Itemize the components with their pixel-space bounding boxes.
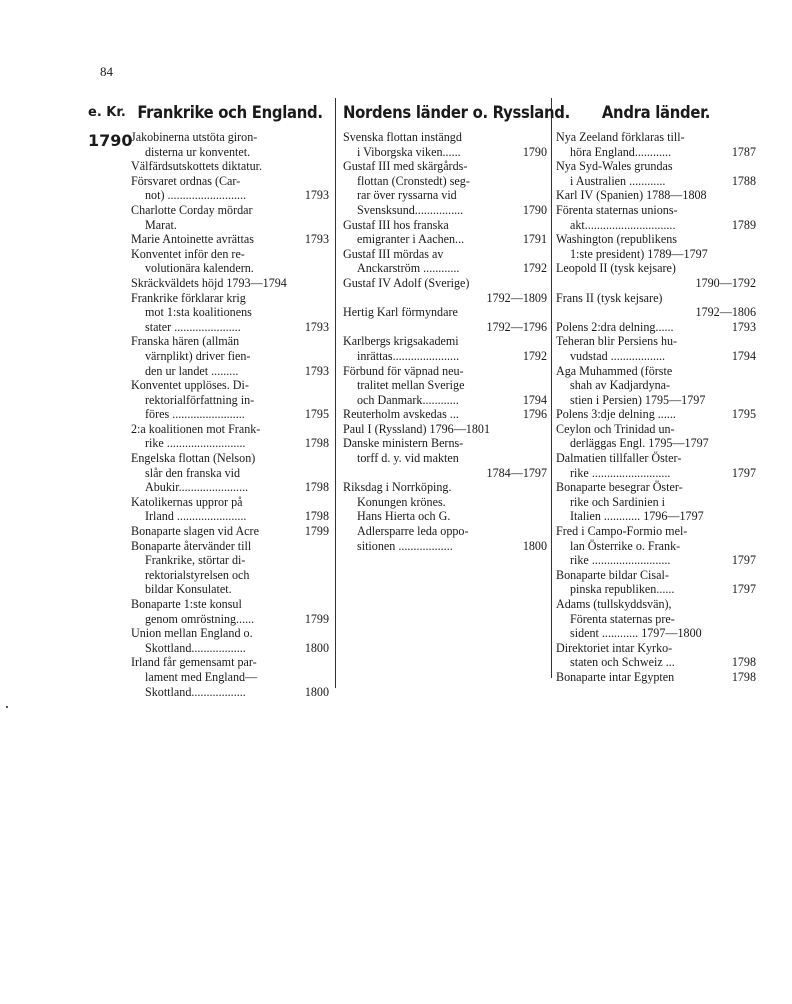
entry-line — [343, 305, 547, 320]
entry-year: 1798 — [304, 509, 329, 524]
entry-line — [556, 393, 756, 408]
entry-line — [131, 145, 329, 160]
entry-text: rike .......................... — [570, 465, 671, 480]
entry-text: sident ............ 1797—1800 — [570, 626, 702, 641]
entry-line — [131, 203, 329, 218]
entry-text: rike och Sardinien i — [570, 494, 666, 509]
entry-text: Svensksund................ — [357, 202, 464, 217]
entry-line — [131, 174, 329, 189]
entry-text: i Viborgska viken...... — [357, 144, 461, 159]
entry-line — [131, 159, 329, 174]
entry-text: Bonaparte slagen vid Acre — [131, 524, 259, 539]
entry-line — [556, 597, 756, 612]
entry-year: 1793 — [304, 232, 329, 247]
entry-line — [343, 276, 547, 291]
entry-text: Teheran blir Persiens hu- — [556, 334, 678, 349]
entry-line — [131, 378, 329, 393]
entry-line — [556, 305, 756, 320]
entry-line — [131, 568, 329, 583]
entry-text: 2:a koalitionen mot Frank- — [131, 421, 261, 436]
entry-year: 1789 — [731, 217, 756, 232]
entry-year: 1798 — [304, 436, 329, 451]
entry-text: Riksdag i Norrköping. — [343, 480, 452, 495]
entry-line — [556, 291, 756, 306]
entry-text: Bonaparte besegrar Öster- — [556, 480, 683, 495]
entry-line — [556, 539, 756, 554]
entry-text: bildar Konsulatet. — [145, 582, 232, 597]
entry-line — [343, 188, 547, 203]
entry-text: Skottland.................. — [145, 684, 246, 699]
entry-line — [131, 130, 329, 145]
entry-text: Frans II (tysk kejsare) — [556, 290, 663, 305]
entry-line — [343, 349, 547, 364]
entry-text: Hans Hierta och G. — [357, 509, 451, 524]
entry-line — [131, 641, 329, 656]
entry-line — [343, 320, 547, 335]
entry-text: volutionära kalendern. — [145, 261, 254, 276]
entry-text: 1792—1796 — [486, 319, 547, 334]
entry-text: Jakobinerna utstöta giron- — [131, 130, 258, 144]
entry-list — [343, 130, 547, 553]
entry-line — [556, 261, 756, 276]
entry-line — [343, 509, 547, 524]
entry-text: Karlbergs krigsakademi — [343, 334, 459, 349]
entry-text: Reuterholm avskedas ... — [343, 407, 459, 422]
entry-text: Bonaparte återvänder till — [131, 538, 252, 553]
entry-line — [131, 349, 329, 364]
entry-line — [343, 174, 547, 189]
entry-text: Bonaparte bildar Cisal- — [556, 567, 669, 582]
entry-line — [556, 466, 756, 481]
entry-line — [131, 626, 329, 641]
entry-text: 1790—1792 — [695, 275, 756, 290]
entry-line — [131, 597, 329, 612]
entry-year: 1795 — [304, 407, 329, 422]
entry-year: 1790 — [522, 202, 547, 217]
entry-text: och Danmark............ — [357, 392, 459, 407]
entry-list — [556, 130, 756, 685]
entry-text: Washington (republikens — [556, 232, 677, 247]
entry-text: tralitet mellan Sverige — [357, 378, 465, 393]
entry-text: Konventet inför den re- — [131, 246, 245, 261]
entry-line — [131, 247, 329, 262]
entry-year: 1797 — [731, 553, 756, 568]
entry-line — [131, 305, 329, 320]
entry-text: Polens 2:dra delning...... — [556, 319, 674, 334]
entry-year: 1787 — [731, 144, 756, 159]
entry-line — [131, 218, 329, 233]
entry-line — [556, 670, 756, 685]
entry-text: lan Österrike o. Frank- — [570, 538, 681, 553]
entry-text: Svenska flottan instängd — [343, 130, 462, 144]
entry-text: Hertig Karl förmyndare — [343, 305, 458, 320]
entry-line — [131, 334, 329, 349]
entry-line — [131, 407, 329, 422]
entry-text: Skräckväldets höjd 1793—1794 — [131, 275, 287, 290]
entry-text: disterna ur konventet. — [145, 144, 251, 159]
entry-line — [556, 480, 756, 495]
entry-text: Italien ............ 1796—1797 — [570, 509, 704, 524]
entry-line — [131, 509, 329, 524]
entry-line — [343, 422, 547, 437]
entry-text: Nya Syd-Wales grundas — [556, 159, 673, 174]
entry-line — [343, 378, 547, 393]
entry-text: Gustaf III mördas av — [343, 246, 444, 261]
entry-line — [556, 334, 756, 349]
entry-text: Adams (tullskyddsvän), — [556, 597, 672, 611]
entry-line — [343, 436, 547, 451]
entry-line — [131, 436, 329, 451]
entry-line — [131, 582, 329, 597]
column-other-countries — [556, 100, 756, 685]
entry-year: 1797 — [731, 582, 756, 597]
entry-line — [131, 232, 329, 247]
entry-line — [556, 436, 756, 451]
entry-text: Irland ....................... — [145, 509, 247, 524]
column-divider — [551, 98, 552, 678]
entry-line — [556, 524, 756, 539]
entry-text: Gustaf III hos franska — [343, 217, 449, 232]
entry-line — [556, 203, 756, 218]
entry-text: Leopold II (tysk kejsare) — [556, 261, 676, 276]
entry-line — [556, 159, 756, 174]
entry-text: Fred i Campo-Formio mel- — [556, 524, 688, 539]
entry-text: genom omröstning...... — [145, 611, 255, 626]
entry-line — [556, 612, 756, 627]
entry-line — [556, 407, 756, 422]
entry-year: 1793 — [304, 188, 329, 203]
entry-text: Polens 3:dje delning ...... — [556, 407, 676, 422]
entry-line — [131, 320, 329, 335]
entry-line — [556, 130, 756, 145]
entry-year: 1798 — [731, 669, 756, 684]
entry-text: Direktoriet intar Kyrko- — [556, 640, 673, 655]
entry-year: 1796 — [522, 407, 547, 422]
entry-year: 1793 — [304, 363, 329, 378]
column-heading: Frankrike och England. — [137, 103, 323, 122]
entry-line — [131, 553, 329, 568]
entry-line — [343, 291, 547, 306]
entry-year: 1792 — [522, 261, 547, 276]
entry-text: stater ...................... — [145, 319, 241, 334]
entry-line — [131, 670, 329, 685]
entry-text: Franska hären (allmän — [131, 334, 240, 349]
entry-text: staten och Schweiz ... — [570, 655, 675, 670]
entry-text: mot 1:sta koalitionens — [145, 305, 252, 320]
column-divider — [335, 98, 336, 688]
entry-text: Förenta staternas pre- — [570, 611, 675, 626]
entry-text: Förbund för väpnad neu- — [343, 363, 464, 378]
column-france-england — [131, 100, 329, 699]
entry-text: Anckarström ............ — [357, 261, 460, 276]
entry-line — [343, 524, 547, 539]
entry-line — [343, 203, 547, 218]
entry-line — [556, 218, 756, 233]
entry-text: not) .......................... — [145, 188, 247, 203]
entry-year: 1800 — [304, 684, 329, 699]
entry-line — [131, 451, 329, 466]
entry-line — [556, 364, 756, 379]
entry-line — [556, 320, 756, 335]
entry-line — [343, 232, 547, 247]
entry-line — [556, 509, 756, 524]
column-nordic-russia — [343, 100, 570, 553]
entry-line — [556, 188, 756, 203]
entry-year: 1793 — [304, 319, 329, 334]
entry-line — [343, 247, 547, 262]
entry-line — [343, 407, 547, 422]
entry-line — [131, 466, 329, 481]
entry-text: i Australien ............ — [570, 173, 666, 188]
entry-line — [131, 364, 329, 379]
entry-text: emigranter i Aachen... — [357, 232, 465, 247]
entry-line — [343, 334, 547, 349]
entry-text: Abukir....................... — [145, 480, 249, 495]
entry-line — [556, 349, 756, 364]
entry-line — [343, 145, 547, 160]
entry-line — [131, 480, 329, 495]
entry-year: 1799 — [304, 611, 329, 626]
entry-year: 1790 — [522, 144, 547, 159]
entry-line — [131, 495, 329, 510]
entry-line — [343, 495, 547, 510]
entry-line — [131, 261, 329, 276]
entry-text: rike .......................... — [145, 436, 246, 451]
entry-text: Förenta staternas unions- — [556, 202, 678, 217]
entry-text: 1:ste president) 1789—1797 — [570, 246, 708, 261]
entry-line — [343, 539, 547, 554]
entry-year: 1799 — [304, 524, 329, 539]
entry-line — [556, 582, 756, 597]
entry-text: Adlersparre leda oppo- — [357, 524, 469, 539]
entry-line — [131, 539, 329, 554]
column-heading: Andra länder. — [601, 103, 711, 122]
entry-year: 1797 — [731, 465, 756, 480]
entry-text: Marie Antoinette avrättas — [131, 232, 254, 247]
entry-line — [343, 451, 547, 466]
entry-line — [556, 145, 756, 160]
entry-text: Karl IV (Spanien) 1788—1808 — [556, 188, 707, 203]
entry-line — [131, 685, 329, 700]
entry-text: Nya Zeeland förklaras till- — [556, 130, 685, 144]
entry-line — [343, 480, 547, 495]
entry-text: pinska republiken...... — [570, 582, 675, 597]
entry-text: Konungen krönes. — [357, 494, 446, 509]
entry-text: torff d. y. vid makten — [357, 451, 459, 466]
entry-text: Frankrike förklarar krig — [131, 290, 246, 305]
entry-text: flottan (Cronstedt) seg- — [357, 173, 470, 188]
entry-text: shah av Kadjardyna- — [570, 378, 671, 393]
entry-line — [556, 568, 756, 583]
entry-year: 1794 — [522, 392, 547, 407]
entry-year: 1800 — [304, 640, 329, 655]
entry-line — [556, 553, 756, 568]
entry-text: Gustaf III med skärgårds- — [343, 159, 468, 174]
entry-text: föres ........................ — [145, 407, 245, 422]
entry-text: inrättas...................... — [357, 348, 460, 363]
entry-line — [131, 393, 329, 408]
entry-line — [343, 130, 547, 145]
entry-text: Välfärdsutskottets diktatur. — [131, 159, 262, 174]
entry-line — [131, 655, 329, 670]
entry-line — [131, 188, 329, 203]
entry-text: Aga Muhammed (förste — [556, 363, 673, 378]
entry-text: lament med England— — [145, 669, 258, 684]
entry-year: 1791 — [522, 232, 547, 247]
entry-text: 1784—1797 — [486, 465, 547, 480]
entry-line — [556, 641, 756, 656]
entry-text: Charlotte Corday mördar — [131, 202, 253, 217]
entry-text: Katolikernas uppror på — [131, 494, 243, 509]
entry-text: höra England............ — [570, 144, 672, 159]
entry-line — [556, 451, 756, 466]
entry-text: Union mellan England o. — [131, 626, 253, 641]
entry-line — [343, 466, 547, 481]
column-heading: Nordens länder o. Ryssland. — [343, 103, 570, 122]
entry-line — [556, 232, 756, 247]
entry-list — [131, 130, 329, 699]
entry-text: sitionen .................. — [357, 538, 453, 553]
entry-text: Konventet upplöses. Di- — [131, 378, 249, 393]
entry-line — [343, 159, 547, 174]
entry-year: 1793 — [731, 319, 756, 334]
entry-text: den ur landet ......... — [145, 363, 239, 378]
entry-text: Danske ministern Berns- — [343, 436, 464, 451]
entry-text: Dalmatien tillfaller Öster- — [556, 451, 682, 466]
entry-year: 1792 — [522, 348, 547, 363]
entry-text: vudstad .................. — [570, 348, 666, 363]
entry-text: rar över ryssarna vid — [357, 188, 457, 203]
entry-year: 1788 — [731, 173, 756, 188]
entry-text: Ceylon och Trinidad un- — [556, 421, 675, 436]
entry-text: värnplikt) driver fien- — [145, 348, 251, 363]
entry-text: rektorialstyrelsen och — [145, 567, 250, 582]
entry-year: 1800 — [522, 538, 547, 553]
entry-text: slår den franska vid — [145, 465, 241, 480]
entry-year: 1798 — [731, 655, 756, 670]
scan-speck — [6, 706, 8, 708]
entry-line — [556, 626, 756, 641]
entry-text: rektorialförfattning in- — [145, 392, 255, 407]
year-label: 1790 — [88, 131, 133, 150]
entry-text: akt.............................. — [570, 217, 676, 232]
entry-line — [556, 378, 756, 393]
entry-year: 1795 — [731, 407, 756, 422]
entry-line — [131, 276, 329, 291]
entry-year: 1794 — [731, 348, 756, 363]
entry-text: Gustaf IV Adolf (Sverige) — [343, 275, 470, 290]
page-number: 84 — [100, 64, 113, 79]
entry-text: Engelska flottan (Nelson) — [131, 451, 256, 466]
entry-line — [131, 612, 329, 627]
entry-line — [556, 174, 756, 189]
entry-text: Bonaparte intar Egypten — [556, 669, 675, 684]
entry-line — [343, 261, 547, 276]
entry-line — [556, 655, 756, 670]
era-label: e. Kr. — [88, 105, 126, 120]
entry-text: Marat. — [145, 217, 177, 232]
entry-year: 1798 — [304, 480, 329, 495]
entry-line — [556, 247, 756, 262]
entry-text: 1792—1806 — [695, 305, 756, 320]
entry-text: Paul I (Ryssland) 1796—1801 — [343, 421, 490, 436]
entry-text: Försvaret ordnas (Car- — [131, 173, 241, 188]
entry-text: stien i Persien) 1795—1797 — [570, 392, 706, 407]
entry-text: Skottland.................. — [145, 640, 246, 655]
entry-line — [343, 218, 547, 233]
entry-line — [343, 364, 547, 379]
entry-line — [131, 422, 329, 437]
entry-text: rike .......................... — [570, 553, 671, 568]
entry-text: Frankrike, störtar di- — [145, 553, 246, 568]
entry-text: Irland får gemensamt par- — [131, 655, 257, 670]
entry-text: Bonaparte 1:ste konsul — [131, 597, 242, 611]
entry-line — [556, 422, 756, 437]
entry-line — [556, 495, 756, 510]
entry-line — [343, 393, 547, 408]
entry-line — [556, 276, 756, 291]
entry-text: 1792—1809 — [486, 290, 547, 305]
entry-line — [131, 291, 329, 306]
entry-text: derläggas Engl. 1795—1797 — [570, 436, 709, 451]
entry-line — [131, 524, 329, 539]
